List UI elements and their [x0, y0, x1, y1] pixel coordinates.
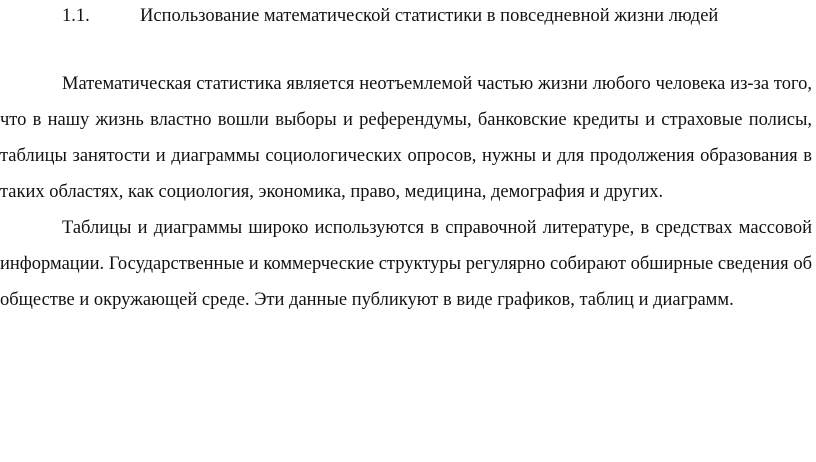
paragraph-1: Математическая статистика является неотъемлемой частью жизни любого человека из-за того, что в нашу жизнь властно вошли выборы и референдумы, банковские кредиты и страховые полисы, таблицы занятости и диаграммы социологических опросов, нужны и для продолжения образования в таких областях, как социология, экономика, право, медицина, демография и других.: [0, 74, 812, 202]
section-heading: [62, 2, 802, 30]
document-body: [0, 66, 812, 318]
section-number: 1.1.: [62, 6, 90, 26]
paragraph-2: Таблицы и диаграммы широко используются в справочной литературе, в средствах массовой информации. Государственные и коммерческие структуры регулярно собирают обширные сведения об обществе и окружающей среде. Эти данные публикуют в виде графиков, таблиц и диаграмм.: [0, 218, 812, 310]
section-title: Использование математической статистики в повседневной жизни людей: [140, 6, 719, 26]
